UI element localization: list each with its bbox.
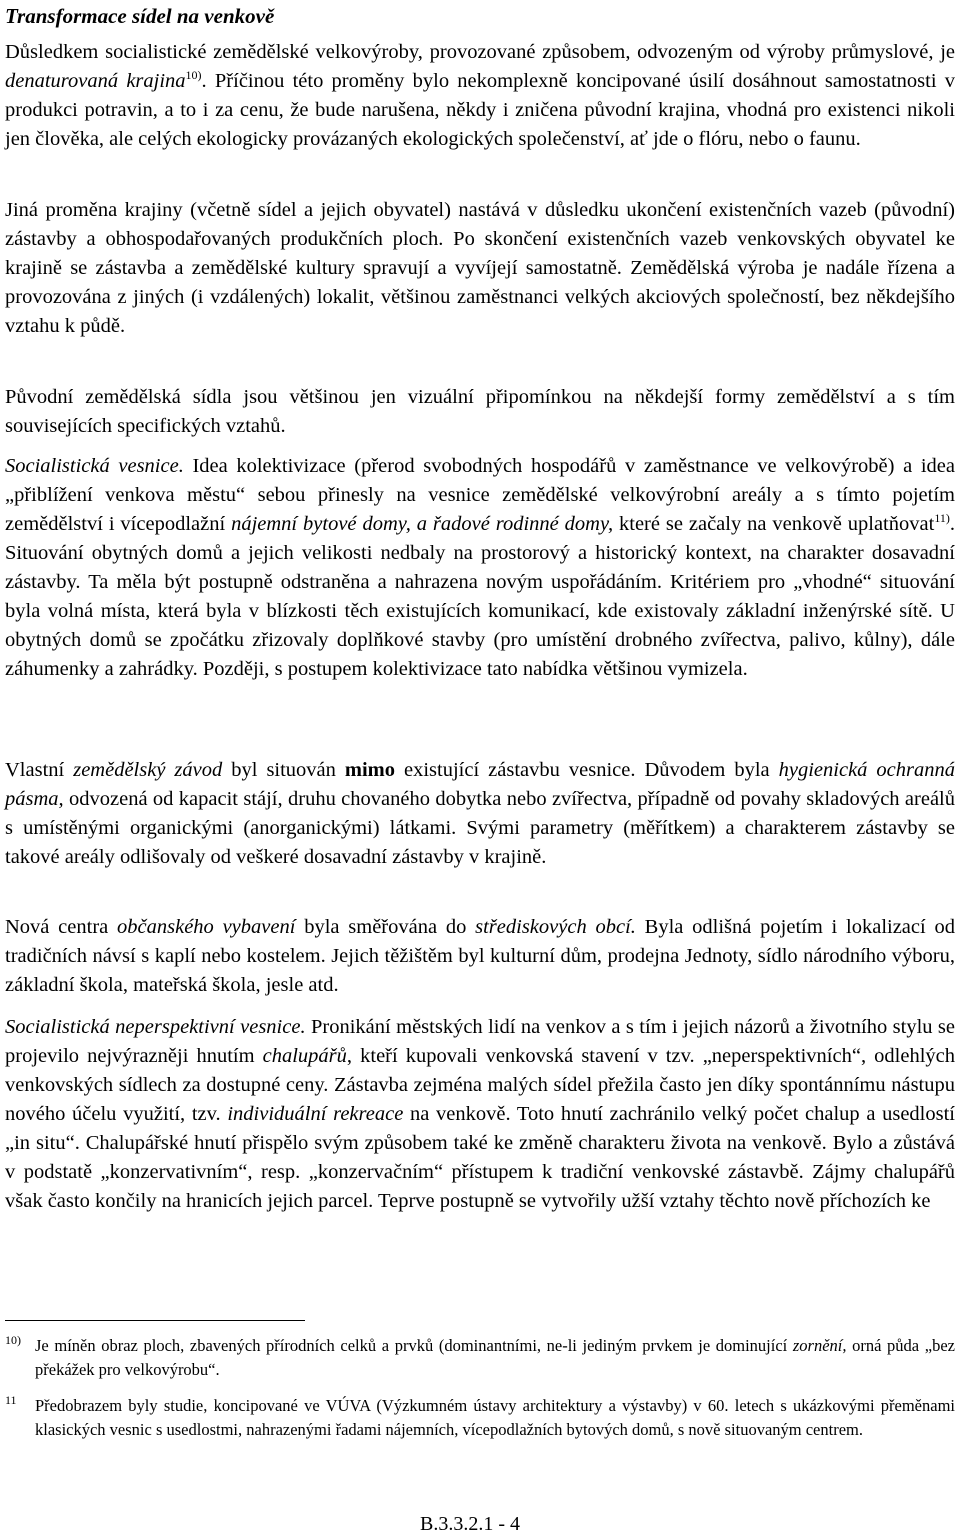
text-run: na venkově. Toto hnutí zachránilo velký počet chalup a usedlostí „in situ“. Chalupářské hnutí přispělo svým způsobem také ke změně charakteru života na venkově. Bylo a zůstává v podstatě „konzervativním“, resp. „konzervačním“ přístupem k tradiční venkovské zástavbě. Zájmy chalupářů však často končily na hranicích jejich parcel. Teprve postupně se vytvořily užší vztahy těchto nově příchozích ke (5, 1103, 955, 1212)
text-run: . Situování obytných domů a jejich velikosti nedbaly na prostorový a historický kontext, na charakter dosavadní zástavby. Ta měla být postupně odstraněna a nahrazena novým uspořádáním. Kritériem pro „vhodné“ situování byla volná místa, která byla v blízkosti těch existujících komunikací, kde existovaly základní inženýrské sítě. U obytných domů se zpočátku zřizovaly doplňkové stavby (pro umístění drobného zvířectva, palivo, kůlny), dále záhumenky a zahrádky. Později, s postupem kolektivizace tato nabídka většinou vymizela. (5, 513, 955, 680)
text-run: Je míněn obraz ploch, zbavených přírodních celků a prvků (dominantními, ne-li jediným prvkem je dominující (35, 1336, 793, 1355)
footnote-divider (5, 1320, 305, 1321)
paragraph-socialist-village (5, 452, 955, 684)
term-obcanske-vybaveni: občanského vybavení (117, 916, 296, 938)
term-zemedelsky-zavod: zemědělský závod (73, 759, 223, 781)
text-run: byla směřována do (295, 916, 476, 938)
text-run: odvozená od kapacit stájí, druhu chovaného dobytka nebo zvířectva, případně od povahy skladových areálů s umístěnými organickými (anorganickými) látkami. Svými parametry (měřítkem) a charakterem zástavby se takové areály odlišovaly od veškeré dosavadní zástavby v krajině. (5, 788, 955, 868)
text-run: Důsledkem socialistické zemědělské velkovýroby, provozované způsobem, odvozeným od výroby průmyslové, je (5, 41, 955, 63)
term-individualni-rekreace: individuální rekreace (227, 1103, 404, 1125)
term-denaturovana-krajina: denaturovaná krajina (5, 70, 186, 92)
text-run: byl situován (222, 759, 345, 781)
text-run: , kteří kupovali venkovská stavení v tzv. „neperspektivních“, odlehlých venkovských sídlech za dostupné ceny. Zástavba zejména malých sídel přežila často jen díky spontánnímu nástupu nového účelu využití, tzv. (5, 1045, 955, 1125)
text-run: Byla odlišná pojetím i lokalizací od tradičních návsí s kaplí nebo kostelem. Jejich těžištěm byl kulturní dům, prodejna Jednoty, sídlo národního výboru, základní škola, mateřská škola, jesle atd. (5, 916, 955, 996)
page-number: B.3.3.2.1 - 4 (420, 1513, 520, 1535)
text-run: existující zástavbu vesnice. Důvodem byla (395, 759, 779, 781)
footnote-number: 10) (5, 1333, 21, 1347)
text-run: . Příčinou této proměny bylo nekomplexně koncipované úsilí dosáhnout samostatnosti v produkci potravin, a to i za cenu, že bude narušena, někdy i zničena původní krajina, vhodná pro existenci nikoli jen člověka, ale celých ekologicky provázaných ekologických společenství, ať jde o flóru, nebo o faunu. (5, 70, 955, 150)
emphasis-mimo: mimo (344, 759, 396, 781)
heading-non-perspective-village: Socialistická neperspektivní vesnice. (5, 1016, 306, 1038)
paragraph-denaturation (5, 38, 955, 154)
term-chalupari: chalupářů (262, 1045, 347, 1067)
term-housing-types: nájemní bytové domy, a řadové rodinné domy, (231, 513, 614, 535)
footnote-text (35, 1334, 955, 1382)
paragraph-non-perspective-village (5, 1013, 955, 1216)
text-run: Nová centra (5, 916, 118, 938)
footnote-ref-10[interactable]: 10) (185, 68, 202, 82)
heading-socialist-village: Socialistická vesnice. (5, 455, 184, 477)
term-strediskove-obce: střediskových obcí. (475, 916, 636, 938)
paragraph-original-settlements: Původní zemědělská sídla jsou většinou jen vizuální připomínkou na někdejší formy zemědělství a s tím souvisejících specifických vztahů. (5, 386, 955, 437)
footnote-ref-11[interactable]: 11) (934, 511, 950, 525)
paragraph-landscape-change: Jiná proměna krajiny (včetně sídel a jejich obyvatel) nastává v důsledku ukončení existenčních vazeb (původní) zástavby a obhospodařovaných produkčních ploch. Po skončení existenčních vazeb venkovských obyvatel ke krajině se zástavba a zemědělské kultury spravují a vyvíjejí samostatně. Zemědělská výroba je nadále řízena a provozována z jiných (i vzdálených) lokalit, většinou zaměstnanci velkých akciových společností, bez někdejšího vztahu k půdě. (5, 199, 955, 337)
footnote-text: Předobrazem byly studie, koncipované ve VÚVA (Výzkumném ústavy architektury a výstavby) v 60. letech s ukázkovými přeměnami klasických vesnic s usedlostmi, nahrazenými řadami nájemních, vícepodlažních bytových domů, s nově situovaným centrem. (35, 1396, 955, 1439)
paragraph-agricultural-plant (5, 756, 955, 872)
footnote-number: 11 (5, 1393, 17, 1407)
text-run: Pronikání městských lidí na venkov a s tím i jejich názorů a životního stylu se projevilo nejvýrazněji hnutím (5, 1016, 956, 1067)
section-title: Transformace sídel na venkově (5, 4, 275, 28)
paragraph-civic-centres (5, 913, 955, 1000)
text-run: Idea kolektivizace (přerod svobodných hospodářů v zaměstnance ve velkovýrobě) a idea „přiblížení venkova městu“ sebou přinesly na vesnice zemědělské velkovýrobní areály a s tímto pojetím zemědělství i vícepodlažní (5, 455, 955, 535)
term-zorneni: zornění, (792, 1336, 847, 1355)
term-hygienicka-pasma: hygienická ochranná pásma, (5, 759, 955, 810)
text-run: Vlastní (5, 759, 74, 781)
text-run: které se začaly na venkově uplatňovat (613, 513, 935, 535)
text-run: orná půda „bez překážek pro velkovýrobu“. (35, 1336, 955, 1379)
